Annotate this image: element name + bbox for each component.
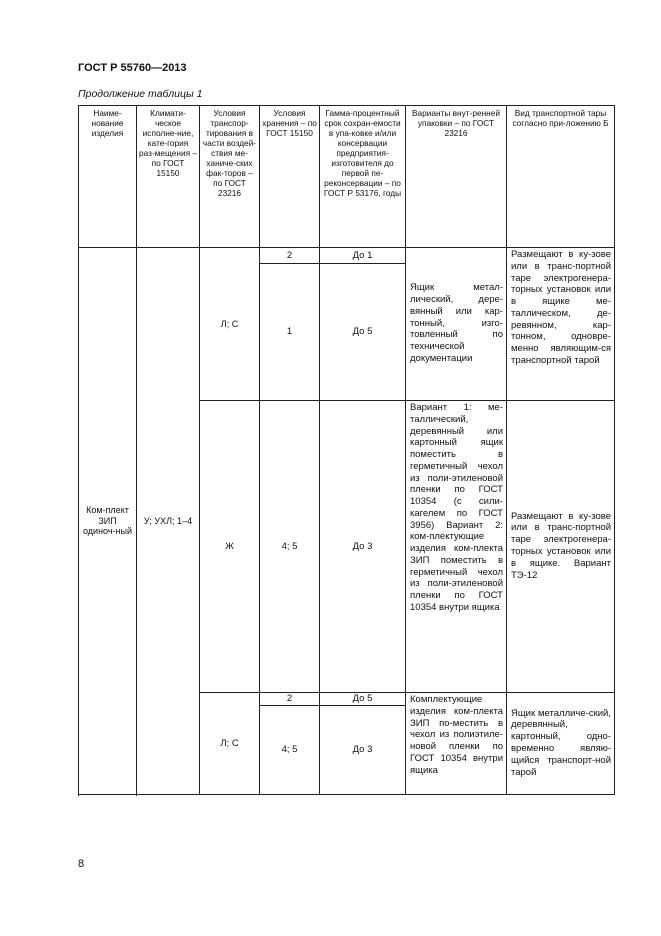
storage-cell: 2 [260, 248, 320, 264]
shelf-life-cell: До 3 [320, 401, 406, 693]
inner-packaging-cell: Вариант 1: ме-таллический, деревянный или картонный ящик поместить в герметичный чехол из поли-этиленовой пленки по ГОСТ 10354 (с сили-кагелем по ГОСТ 3956) Вариант 2: ком-плектующие изделия ком-плекта ЗИП поместить в герметичный чехол из поли-этиленовой пленки по ГОСТ 10354 внутри ящика [406, 401, 507, 693]
transport-cell: Л; С [200, 248, 260, 401]
transport-cell: Ж [200, 401, 260, 693]
column-header-storage: Условия хранения – по ГОСТ 15150 [260, 106, 320, 248]
table-header-row [79, 106, 615, 248]
shelf-life-cell: До 5 [320, 264, 406, 401]
table-caption: Продолжение таблицы 1 [78, 88, 203, 100]
column-header-transport-tara: Вид транспортной тары согласно при-ложению Б [507, 106, 615, 248]
product-name-cell: Ком-плект ЗИП одиноч-ный [79, 248, 137, 795]
transport-tara-cell: Ящик металличе-ский, деревянный, картонный, одно-временно являю-щийся транспорт-ной тарой [507, 693, 615, 795]
transport-tara-cell: Размещают в ку-зове или в транс-портной таре электрогенера-торных установок или в ящике. Вариант ТЭ-12 [507, 401, 615, 693]
document-header: ГОСТ Р 55760—2013 [78, 62, 187, 74]
transport-tara-cell: Размещают в ку-зове или в транс-портной таре электрогенера-торных установок или в ящике ме-таллическом, де-ревянном, кар-тонном, одновре-менно являющим-ся транспортной тарой [507, 248, 615, 401]
column-header-inner-packaging: Варианты внут-ренней упаковки – по ГОСТ 23216 [406, 106, 507, 248]
table-row [79, 248, 615, 264]
storage-cell: 4; 5 [260, 706, 320, 795]
column-header-product: Наиме-нование изделия [79, 106, 137, 248]
inner-packaging-cell: Ящик метал-лический, дере-вянный или кар-тонный, изго-товленный по технической документации [406, 248, 507, 401]
shelf-life-cell: До 1 [320, 248, 406, 264]
packaging-table [78, 105, 615, 795]
storage-cell: 1 [260, 264, 320, 401]
storage-cell: 2 [260, 693, 320, 706]
column-header-climate: Климати-ческое исполне-ние, кате-гория раз-мещения – по ГОСТ 15150 [137, 106, 200, 248]
page-number: 8 [78, 858, 85, 870]
transport-cell: Л; С [200, 693, 260, 795]
climate-cell: У; УХЛ; 1–4 [137, 248, 200, 795]
shelf-life-cell: До 3 [320, 706, 406, 795]
column-header-transport: Условия транспор-тирования в части воздей-ствия ме-ханиче-ских фак-торов – по ГОСТ 23216 [200, 106, 260, 248]
inner-packaging-cell: Комплектующие изделия ком-плекта ЗИП по-местить в чехол из полиэтиле-новой пленки по ГОСТ 10354 внутри ящика [406, 693, 507, 795]
storage-cell: 4; 5 [260, 401, 320, 693]
shelf-life-cell: До 5 [320, 693, 406, 706]
column-header-shelf-life: Гамма-процентный срок сохран-емости в упа-ковке и/или консервации предприятия-изготовителя до первой пе-реконсервации – по ГОСТ Р 53176, годы [320, 106, 406, 248]
